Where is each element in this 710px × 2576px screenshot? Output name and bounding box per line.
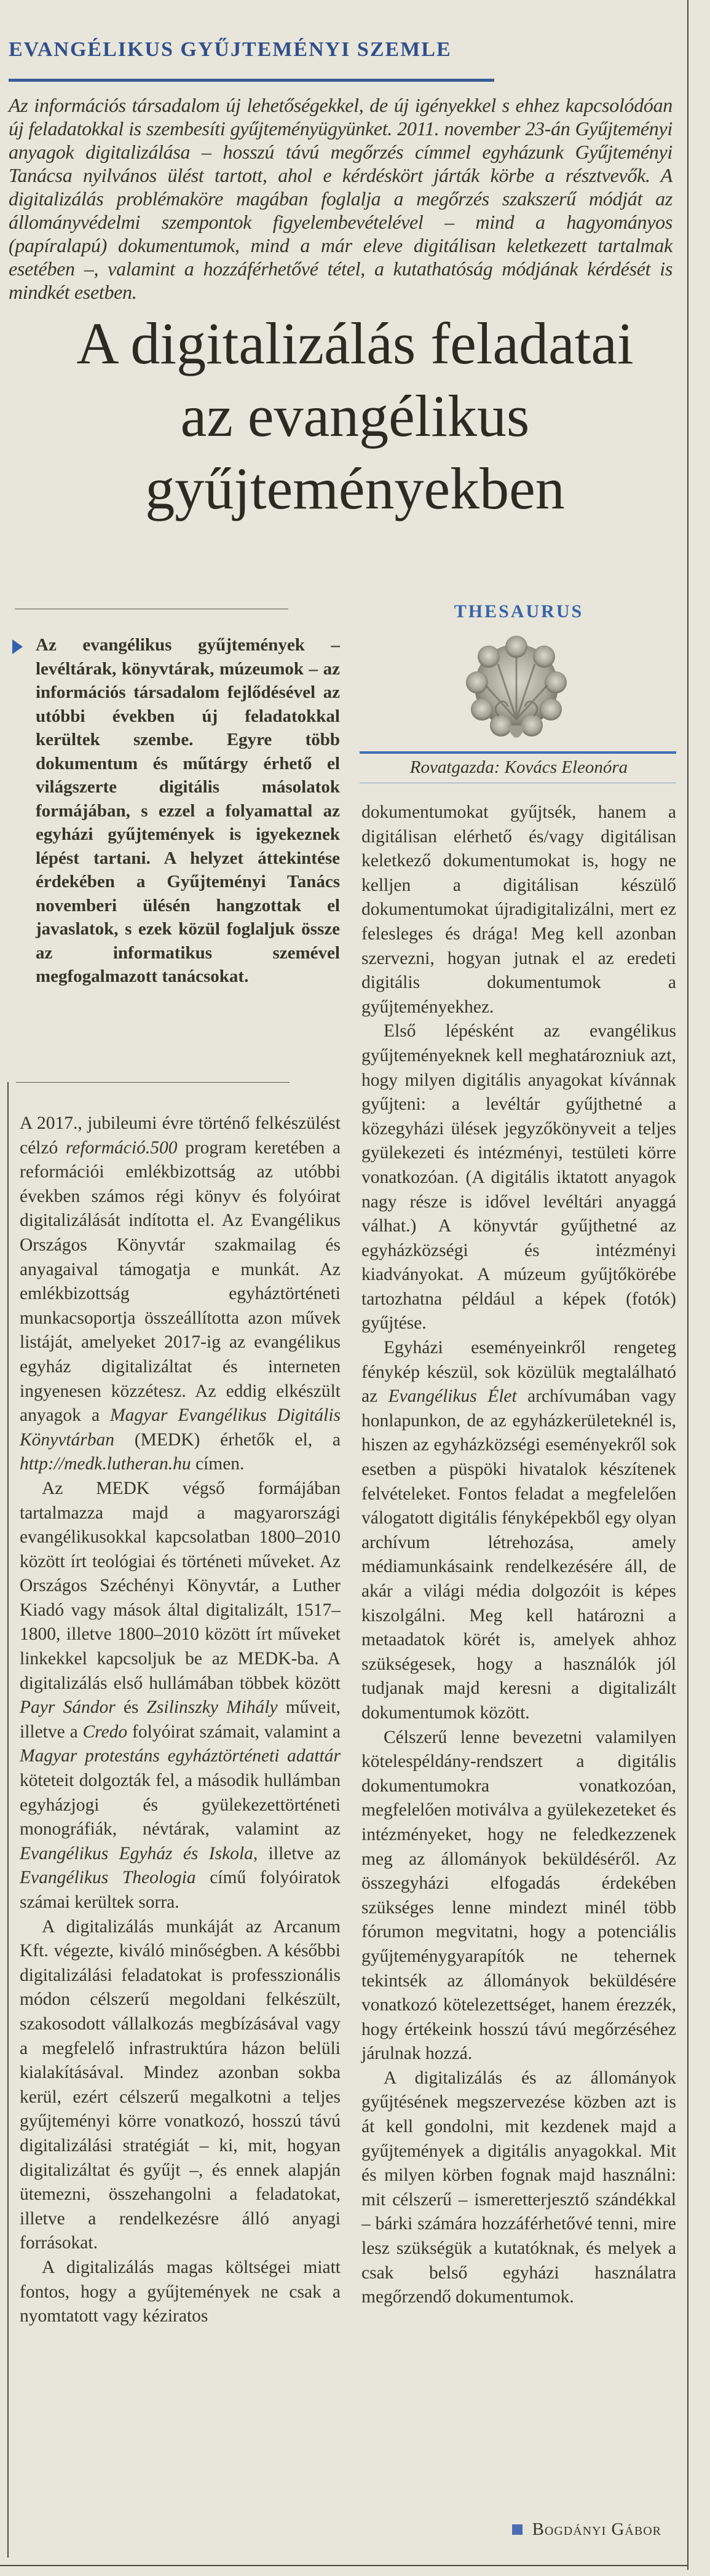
body-paragraph <box>20 1112 341 1477</box>
italic-title-text: Credo <box>82 1721 128 1742</box>
triangle-bullet-icon <box>12 639 23 654</box>
paragraph-text: A 2017., jubileumi évre történő felkészülést célzó <box>20 1113 341 1158</box>
italic-title-text: Magyar Evangélikus Digitális Könyvtárban <box>20 1405 341 1450</box>
italic-title-text: Zsilinszky Mihály <box>146 1697 278 1718</box>
author-name: Bogdányi Gábor <box>532 2519 661 2539</box>
body-paragraph <box>361 1019 676 1336</box>
body-paragraph <box>361 2066 676 2310</box>
body-paragraph <box>20 2256 341 2329</box>
paragraph-text: program keretében a reformációi emlékbizottság az utóbbi években számos régi könyv és folyóirat digitalizálását indította el. Az Evangélikus Országos Könyvtár szakmailag és anyagaival támogatja e munkát. Az emlékbizottság egyháztörténeti munkacsoportja összeállította azon művek listáját, amelyeket 2017-ig az evangélikus egyház digitalizáltat és interneten ingyenesen közzétesz. Az eddig elkészült anyagok a <box>20 1137 341 1426</box>
body-paragraph <box>361 1726 676 2066</box>
body-column-right <box>361 800 676 2310</box>
paragraph-text: Egyházi eseményeinkről rengeteg fénykép készül, sok közülük megtalálható az <box>361 1338 676 1407</box>
article-title <box>0 307 710 525</box>
paragraph-text: és <box>115 1697 147 1718</box>
body-column-left <box>20 1112 341 2329</box>
paragraph-text: folyóirat számait, valamint a <box>127 1721 341 1742</box>
italic-title-text: Magyar protestáns egyháztörténeti adattár <box>20 1746 341 1766</box>
article-title-line: A digitalizálás feladatai <box>76 310 634 376</box>
summary-box: Az evangélikus gyűjtemények – levéltárak, könyvtárak, múzeumok – az információs társadalom fejlődésével az utóbbi években új feladatokkal kerültek szembe. Egyre több dokumentum és műtárgy érhető el világszerte digitális másolatok formájában, s ezzel a folyamattal az egyházi gyűjtemények is igyekeznek lépést tartani. A helyzet áttekintése érdekében a Gyűjteményi Tanács novemberi ülésén hangzottak el javaslatok, s ezek közül foglaljuk össze az informatikus szemével megfogalmazott tanácsokat. <box>36 635 340 986</box>
paragraph-text: című folyóiratok számai kerültek sorra. <box>20 1868 341 1912</box>
rubric-editor: Rovatgazda: Kovács Eleonóra <box>409 757 628 777</box>
paragraph-text: köteteit dolgozták fel, a második hullámban egyházjogi és gyülekezettörténeti monográfiák, névtárak, valamint az <box>20 1771 341 1839</box>
italic-title-text: Evangélikus Élet <box>388 1386 517 1407</box>
page-frame-bottom <box>0 2565 688 2566</box>
paragraph-text: Célszerű lenne bevezetni valamilyen kötelespéldány-rendszert a digitális dokumentumokra vonatkozóan, megfelelően motiválva a gyülekezeteket és intézményeket, hogy ne feledkezzenek meg az állományok beküldéséről. Az összegyházi elfogadás érdekében szükséges lenne mindezt minél több fórumon megvitatni, hogy a potenciális gyűjteménygyarapítók ne tehernek tekintsék az állományok beküldésére vonatkozó kötelezettséget, hanem érezzék, hogy értékeink hosszú távú megőrzéséhez járulnak hozzá. <box>361 1727 676 2064</box>
italic-title-text: Payr Sándor <box>20 1697 116 1718</box>
paragraph-text: Az MEDK végső formájában tartalmazza majd a magyarországi evangélikusokkal kapcsolatban 1800–2010 között írt teológiai és történeti műveket. Az Országos Széchényi Könyvtár, a Luther Kiadó vagy mások által digitalizált, 1517–1800, illetve 1800–2010 között írt műveket linkekkel kapcsoljuk be az MEDK-ba. A digitalizálás első hullámában többek között <box>20 1478 341 1693</box>
paragraph-text: A digitalizálás munkáját az Arcanum Kft. végezte, kiváló minőségben. A későbbi digitalizálási feladatokat is professzionális módon célszerű megoldani felkészült, szakosodott vállalkozás megbízásával vagy a megfelelő infrastruktúra házon belüli kialakításával. Mindez azonban sokba kerül, ezért célszerű megalkotni a teljes gyűjteményi körre vonatkozó, hosszú távú digitalizálási stratégiát – ki, mit, hogyan digitalizáltat és gyűjt –, és ennek alapján ütemezni, összehangolni a feladatokat, illetve a rendelkezésre álló anyagi forrásokat. <box>20 1916 341 2253</box>
rubric-rule <box>360 751 676 754</box>
shell-body <box>466 636 567 738</box>
section-heading: EVANGÉLIKUS GYŰJTEMÉNYI SZEMLE <box>9 38 452 61</box>
scallop-shell-icon <box>455 633 578 750</box>
body-paragraph <box>361 800 676 1019</box>
article-title-line: az evangélikus <box>180 383 530 449</box>
italic-title-text: Evangélikus Egyház és Iskola, <box>20 1843 258 1863</box>
square-bullet-icon <box>512 2524 523 2535</box>
author-signature <box>361 2519 661 2540</box>
italic-title-text: Evangélikus Theologia <box>20 1868 196 1888</box>
italic-title-text: reformáció.500 <box>65 1137 178 1158</box>
body-paragraph <box>20 1915 341 2256</box>
article-title-line: gyűjteményekben <box>145 456 565 521</box>
page-frame-left <box>7 1082 9 2558</box>
paragraph-text: A digitalizálás magas költségei miatt fontos, hogy a gyűjtemények ne csak a nyomtatott vagy kéziratos <box>20 2257 341 2326</box>
rubric-title: THESAURUS <box>454 601 584 622</box>
italic-title-text: http://medk.lutheran.hu <box>20 1454 191 1474</box>
body-paragraph <box>20 1477 341 1915</box>
paragraph-text: dokumentumokat gyűjtsék, hanem a digitálisan elérhető és/vagy digitálisan keletkező dokumentumokat is, hogy ne kelljen a digitálisan készülő dokumentumokat újradigitalizálni, mert ez felesleges és drága! Meg kell azonban szervezni, hogyan jutnak el az eredeti digitális dokumentumok a gyűjteményekhez. <box>361 802 676 1017</box>
paragraph-text: A digitalizálás és az állományok gyűjtésének megszervezése közben azt is át kell gondolni, mit kezdenek majd a gyűjtemények a digitális anyagokkal. Mit és milyen körben fognak majd használni: mit célszerű – ismeretterjesztő szándékkal – bárki számára hozzáférhetővé tenni, mire lesz szükségük a kutatóknak, és melyek a csak belső egyházi használatra megőrzendő dokumentumok. <box>361 2068 676 2307</box>
paragraph-text: címen. <box>191 1454 245 1474</box>
paragraph-text: Első lépésként az evangélikus gyűjteményeknek kell meghatározniuk azt, hogy milyen digitális anyagokat kívánnak gyűjteni: a levéltár gyűjthetné a közegyházi ülések jegyzőkönyveit a teljes gyülekezeti és intézményi, testületi körre vonatkozóan. (A digitális iktatott anyagok nagy része is idővel levéltári anyaggá válhat.) A könyvtár gyűjthetné az egyházközségi és intézményi kiadványokat. A múzeum gyűjtőkörébe tartozhatna például a képek (fotók) gyűjtése. <box>361 1021 676 1333</box>
paragraph-text: illetve az <box>258 1843 341 1863</box>
paragraph-text: műveit, illetve a <box>20 1697 341 1742</box>
section-heading-rule <box>9 79 494 82</box>
body-paragraph <box>361 1336 676 1726</box>
lead-paragraph: Az információs társadalom új lehetőségekkel, de új igényekkel s ehhez kapcsolódóan új feladatokkal is szembesíti gyűjteményügyünket. 2011. november 23-án Gyűjteményi anyagok digitalizálása – hosszú távú megőrzés címmel egyházunk Gyűjteményi Tanácsa nyilvános ülést tartott, ahol e kérdéskört járták körbe a résztvevők. A digitalizálás problémaköre magában foglalja a megőrzés szakszerű módját az állományvédelmi szempontok figyelembevételével – mind a hagyományos (papíralapú) dokumentumok, mind a már eleve digitálisan keletkezett tartalmak esetében –, valamint a hozzáférhetővé tétel, a kutathatóság módjának kérdését is mindkét esetben. <box>9 94 673 303</box>
paragraph-text: archívumában vagy honlapunkon, de az egyházkerületeknél is, hiszen az egyházközségi eseményekről sok esetben a püspöki hivatalok készítenek felvételeket. Fontos feladat a megfelelően válogatott digitális fényképekből egy olyan archívum létrehozása, amely médiamunkásaink rendelkezésére áll, de akár a világi média dolgozóit is képes kiszolgálni. Meg kell határozni a metaadatok körét is, amelyek ahhoz szükségesek, hogy a használók jól tudjanak majd keresni a digitalizált dokumentumok között. <box>361 1386 676 1723</box>
summary-bottom-rule <box>16 1082 290 1083</box>
paragraph-text: (MEDK) érhetők el, a <box>114 1429 341 1450</box>
